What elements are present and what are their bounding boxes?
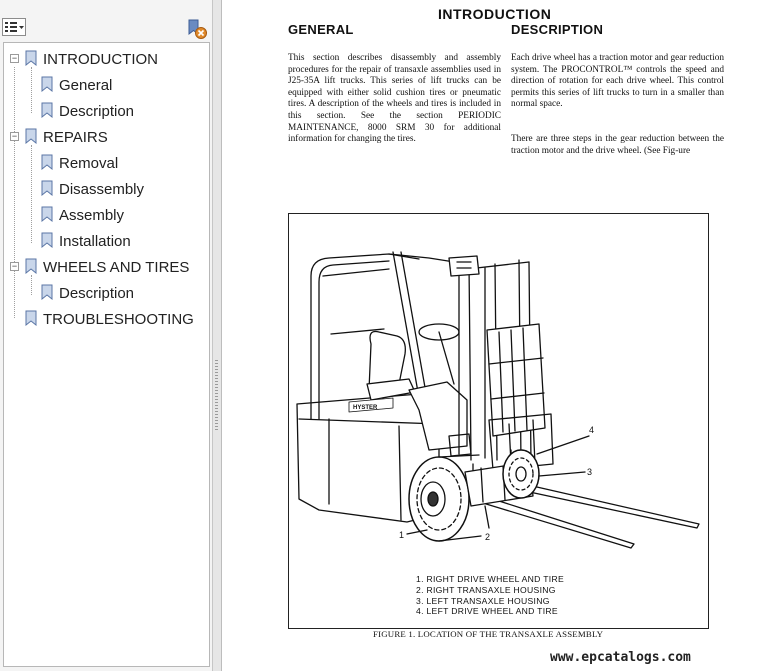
bookmark-label: Disassembly [59,181,145,198]
bookmark-icon [25,128,37,144]
bookmark-label: Assembly [59,207,125,224]
bookmark-label: INTRODUCTION [43,51,158,68]
bookmark-icon [25,50,37,66]
bookmarks-tree [3,42,210,667]
options-menu-icon [3,19,25,35]
bookmark-troubleshooting[interactable] [4,308,209,330]
bookmark-icon [41,206,53,222]
collapse-toggle[interactable]: − [11,131,18,141]
bookmark-label: TROUBLESHOOTING [43,311,194,328]
legend-item: 2. RIGHT TRANSAXLE HOUSING [416,584,556,595]
bookmark-wheels-description[interactable] [4,282,209,304]
page-title: INTRODUCTION [438,6,552,22]
document-page [223,0,762,671]
description-heading: DESCRIPTION [511,22,604,37]
bookmark-label: Removal [59,155,119,172]
options-menu-button[interactable] [2,18,26,36]
bookmark-icon [41,76,53,92]
brand-mark: HYSTER [353,405,378,411]
collapse-toggle[interactable]: − [11,261,18,271]
delete-bookmark-button[interactable] [186,18,208,40]
bookmark-label: REPAIRS [43,129,108,146]
description-paragraph-1: Each drive wheel has a traction motor and gear reduction system. The PROCONTROL™ controls the speed and direction of rotation for each drive wheel. This control permits this series of lift trucks to turn in a smaller than normal space. [511,53,724,110]
splitter-grip-icon [215,360,218,430]
watermark-url: www.epcatalogs.com [550,650,691,665]
bookmark-label: Description [59,103,135,120]
bookmark-introduction[interactable] [4,48,209,70]
legend-item: 4. LEFT DRIVE WHEEL AND TIRE [416,606,558,617]
delete-bookmark-icon [186,18,208,40]
pane-splitter[interactable] [213,0,222,671]
figure-caption: FIGURE 1. LOCATION OF THE TRANSAXLE ASSEMBLY [373,629,604,639]
bookmark-label: Description [59,285,135,302]
forklift-illustration [289,214,708,564]
callout-3: 3 [587,467,593,477]
bookmark-icon [41,180,53,196]
bookmark-icon [25,258,37,274]
bookmark-icon [41,154,53,170]
general-paragraph: This section describes disassembly and assembly procedures for the repair of transaxle assemblies used in J25-35A lift trucks. This series of lift trucks can be equipped with either solid cushion tires or pneumatic tires. A description of the wheels and tires is included in this section. See the section PERIODIC MAINTENANCE, 8000 SRM 30 for additional information for changing the tires. [288,53,501,145]
figure-legend [416,574,564,617]
bookmark-icon [41,102,53,118]
bookmark-icon [41,284,53,300]
bookmark-description[interactable] [4,100,209,122]
bookmark-general[interactable] [4,74,209,96]
legend-item: 1. RIGHT DRIVE WHEEL AND TIRE [416,574,564,584]
bookmark-installation[interactable] [4,230,209,252]
callout-4: 4 [589,425,595,435]
bookmark-disassembly[interactable] [4,178,209,200]
bookmarks-toolbar [0,0,213,40]
bookmark-label: General [59,77,113,94]
bookmark-icon [41,232,53,248]
general-heading: GENERAL [288,22,354,37]
bookmark-label: WHEELS AND TIRES [43,259,190,276]
description-paragraph-2: There are three steps in the gear reduction between the traction motor and the drive wheel. (See Fig-ure [511,134,724,156]
collapse-toggle[interactable]: − [11,53,18,63]
bookmark-wheels-and-tires[interactable] [4,256,209,278]
figure-1 [288,213,709,629]
callout-2: 2 [485,532,491,542]
callout-1: 1 [399,530,405,540]
bookmarks-pane [0,0,213,671]
bookmark-label: Installation [59,233,131,250]
bookmark-icon [25,310,37,326]
bookmark-repairs[interactable] [4,126,209,148]
legend-item: 3. LEFT TRANSAXLE HOUSING [416,595,550,606]
bookmark-assembly[interactable] [4,204,209,226]
bookmark-removal[interactable] [4,152,209,174]
